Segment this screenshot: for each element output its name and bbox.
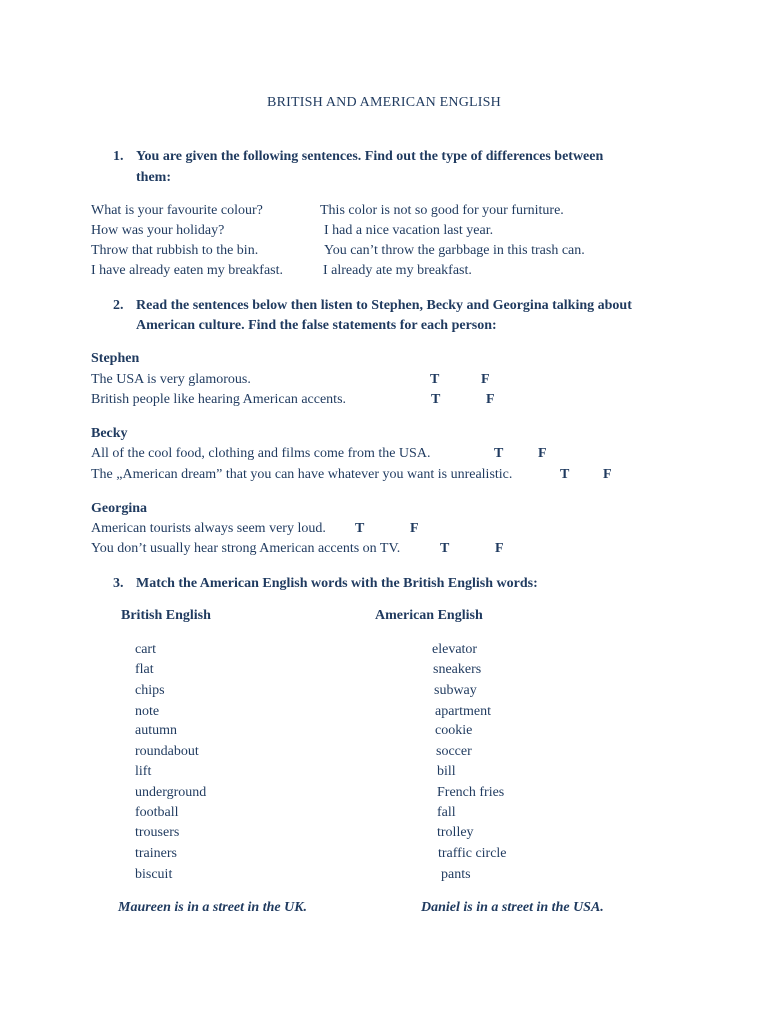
pair-american: You can’t throw the garbbage in this trash can. (324, 243, 585, 258)
exercise3-number: 3. (113, 576, 124, 591)
pair-british: Throw that rubbish to the bin. (91, 243, 259, 258)
false-option[interactable]: F (495, 541, 504, 556)
british-word: roundabout (135, 744, 199, 759)
british-word: football (135, 805, 179, 820)
statement: You don’t usually hear strong American accents on TV. (91, 541, 401, 556)
british-word: cart (135, 642, 156, 657)
pair-british: How was your holiday? (91, 223, 225, 238)
person-name: Stephen (91, 351, 140, 366)
pair-british: What is your favourite colour? (91, 203, 263, 218)
american-word: French fries (437, 785, 505, 800)
true-option[interactable]: T (431, 392, 441, 407)
american-word: apartment (435, 704, 491, 719)
person-name: Becky (91, 426, 128, 441)
american-word: subway (434, 683, 477, 698)
true-option[interactable]: T (440, 541, 450, 556)
false-option[interactable]: F (538, 446, 547, 461)
pair-american: I had a nice vacation last year. (324, 223, 494, 238)
exercise2-number: 2. (113, 298, 124, 313)
american-word: bill (437, 764, 456, 779)
exercise1-instruction-line2: them: (136, 170, 171, 185)
british-word: trainers (135, 846, 177, 861)
british-word: chips (135, 683, 165, 698)
american-word: traffic circle (438, 846, 507, 861)
american-word: fall (437, 805, 456, 820)
page-title: BRITISH AND AMERICAN ENGLISH (267, 95, 501, 110)
pair-american: This color is not so good for your furniture. (320, 203, 564, 218)
statement: All of the cool food, clothing and films come from the USA. (91, 446, 431, 461)
british-word: biscuit (135, 867, 173, 882)
american-word: sneakers (433, 662, 482, 677)
pair-american: I already ate my breakfast. (323, 263, 472, 278)
true-option[interactable]: T (430, 372, 440, 387)
statement: British people like hearing American accents. (91, 392, 347, 407)
british-word: underground (135, 785, 207, 800)
false-option[interactable]: F (481, 372, 490, 387)
footer-usa-caption: Daniel is in a street in the USA. (421, 900, 604, 915)
person-name: Georgina (91, 501, 147, 516)
british-word: trousers (135, 825, 180, 840)
british-word: lift (135, 764, 152, 779)
british-english-header: British English (121, 608, 211, 623)
true-option[interactable]: T (355, 521, 365, 536)
american-word: elevator (432, 642, 478, 657)
false-option[interactable]: F (486, 392, 495, 407)
true-option[interactable]: T (494, 446, 504, 461)
american-word: cookie (435, 723, 473, 738)
exercise2-instruction-line2: American culture. Find the false statements for each person: (136, 318, 497, 333)
american-word: soccer (436, 744, 472, 759)
false-option[interactable]: F (410, 521, 419, 536)
true-option[interactable]: T (560, 467, 570, 482)
exercise1-instruction-line1: You are given the following sentences. Find out the type of differences between (136, 149, 604, 164)
pair-british: I have already eaten my breakfast. (91, 263, 284, 278)
british-word: flat (135, 662, 154, 677)
statement: The USA is very glamorous. (91, 372, 251, 387)
statement: American tourists always seem very loud. (91, 521, 326, 536)
british-word: note (135, 704, 160, 719)
american-word: trolley (437, 825, 474, 840)
american-word: pants (441, 867, 471, 882)
exercise1-number: 1. (113, 149, 124, 164)
footer-uk-caption: Maureen is in a street in the UK. (118, 900, 308, 915)
statement: The „American dream” that you can have whatever you want is unrealistic. (91, 467, 513, 482)
false-option[interactable]: F (603, 467, 612, 482)
exercise3-instruction: Match the American English words with the British English words: (136, 576, 538, 591)
exercise2-instruction-line1: Read the sentences below then listen to Stephen, Becky and Georgina talking about (136, 298, 632, 313)
american-english-header: American English (375, 608, 483, 623)
british-word: autumn (135, 723, 177, 738)
